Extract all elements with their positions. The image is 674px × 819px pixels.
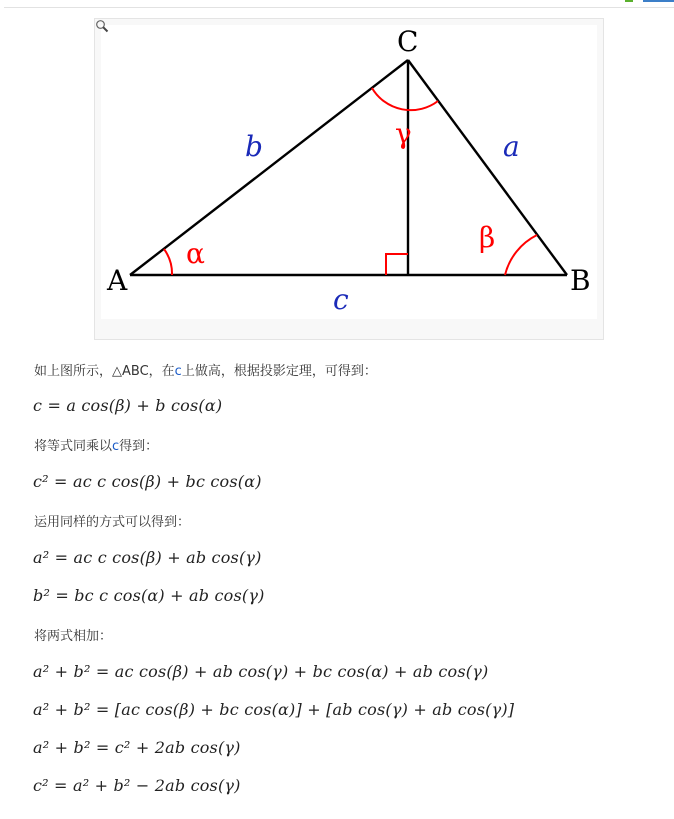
step-add-text: 将两式相加： <box>34 629 113 644</box>
equation-8: c² = a² + b² − 2ab cos(γ) <box>33 776 241 795</box>
equation-7: a² + b² = c² + 2ab cos(γ) <box>33 738 241 757</box>
intro-text <box>34 360 377 379</box>
step-same-method-text: 运用同样的方式可以得到： <box>34 515 191 530</box>
equation-2: c² = ac c cos(β) + bc cos(α) <box>33 472 262 491</box>
intro-text-part: 上做高，根据投影定理，可得到： <box>181 364 377 379</box>
vertex-label-c: C <box>397 25 419 58</box>
equation-1: c = a cos(β) + b cos(α) <box>33 396 223 415</box>
highlight-c: c <box>174 364 182 379</box>
step-multiply-text <box>34 435 158 454</box>
toolbar-green-button[interactable] <box>625 0 633 2</box>
triangle-image[interactable] <box>101 25 597 319</box>
angle-label-alpha: α <box>186 237 205 270</box>
equation-4: b² = bc c cos(α) + ab cos(γ) <box>33 586 265 605</box>
side-label-b: b <box>245 130 263 163</box>
triangle-diagram <box>101 25 597 319</box>
intro-text-part: 如上图所示，△ABC，在 <box>34 364 175 379</box>
equation-6: a² + b² = [ac cos(β) + bc cos(α)] + [ab cos(γ) + ab cos(γ)] <box>33 700 515 719</box>
vertex-label-a: A <box>107 264 128 297</box>
vertex-label-b: B <box>570 264 591 297</box>
step-text-part: 得到： <box>119 439 159 454</box>
side-label-c: c <box>333 283 349 316</box>
top-divider <box>4 7 674 8</box>
angle-label-gamma: γ <box>395 117 412 150</box>
highlight-c: c <box>112 439 120 454</box>
equation-3: a² = ac c cos(β) + ab cos(γ) <box>33 548 262 567</box>
step-text-part: 将等式同乘以 <box>34 439 113 454</box>
angle-label-beta: β <box>479 221 496 254</box>
equation-5: a² + b² = ac cos(β) + ab cos(γ) + bc cos(α) + ab cos(γ) <box>33 662 489 681</box>
magnifier-icon[interactable] <box>95 19 109 33</box>
side-label-a: a <box>503 130 520 163</box>
triangle-figure <box>94 18 604 340</box>
toolbar-blue-button[interactable] <box>643 0 674 2</box>
